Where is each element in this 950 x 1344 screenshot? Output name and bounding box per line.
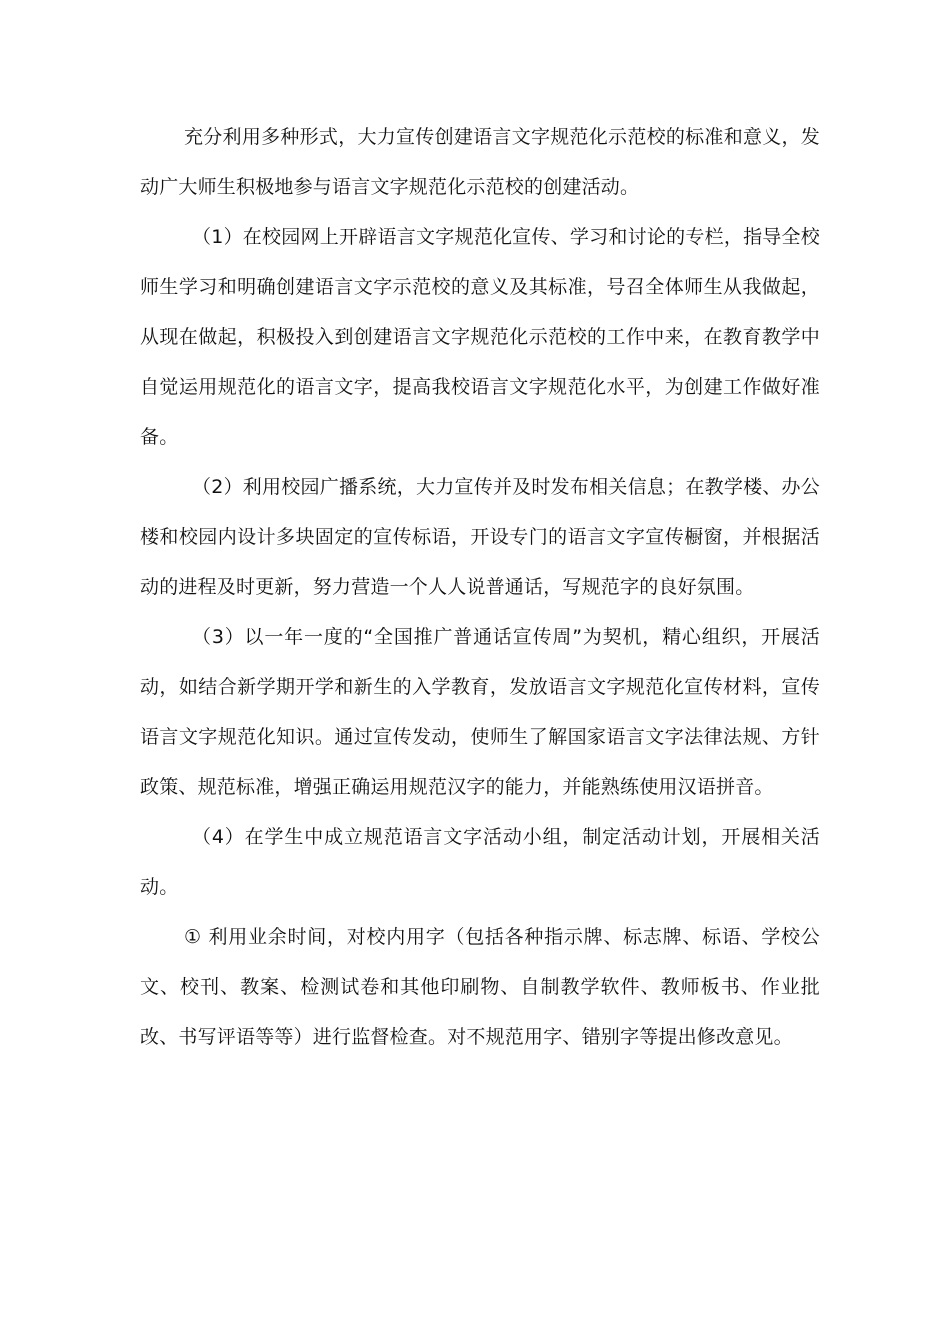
paragraph-item-3: （3）以一年一度的“全国推广普通话宣传周”为契机，精心组织，开展活动，如结合新学期开学和新生的入学教育，发放语言文字规范化宣传材料，宣传语言文字规范化知识。通过宣传发动，使师生了解国家语言文字法律法规、方针政策、规范标准，增强正确运用规范汉字的能力，并能熟练使用汉语拼音。 xyxy=(140,626,820,798)
paragraph-subitem-1: ① 利用业余时间，对校内用字（包括各种指示牌、标志牌、标语、学校公文、校刊、教案、检测试卷和其他印刷物、自制教学软件、教师板书、作业批改、书写评语等等）进行监督检查。对不规范用字、错别字等提出修改意见。 xyxy=(140,926,820,1048)
paragraph-item-4: （4）在学生中成立规范语言文字活动小组，制定活动计划，开展相关活动。 xyxy=(140,826,820,898)
paragraph-item-2: （2）利用校园广播系统，大力宣传并及时发布相关信息；在教学楼、办公楼和校园内设计多块固定的宣传标语，开设专门的语言文字宣传橱窗，并根据活动的进程及时更新，努力营造一个人人说普通话，写规范字的良好氛围。 xyxy=(140,476,820,598)
paragraph-item-1: （1）在校园网上开辟语言文字规范化宣传、学习和讨论的专栏，指导全校师生学习和明确创建语言文字示范校的意义及其标准，号召全体师生从我做起，从现在做起，积极投入到创建语言文字规范化示范校的工作中来，在教育教学中自觉运用规范化的语言文字，提高我校语言文字规范化水平，为创建工作做好准备。 xyxy=(140,226,820,448)
document-body xyxy=(140,112,820,1062)
paragraph-intro: 充分利用多种形式，大力宣传创建语言文字规范化示范校的标准和意义，发动广大师生积极地参与语言文字规范化示范校的创建活动。 xyxy=(140,126,820,198)
